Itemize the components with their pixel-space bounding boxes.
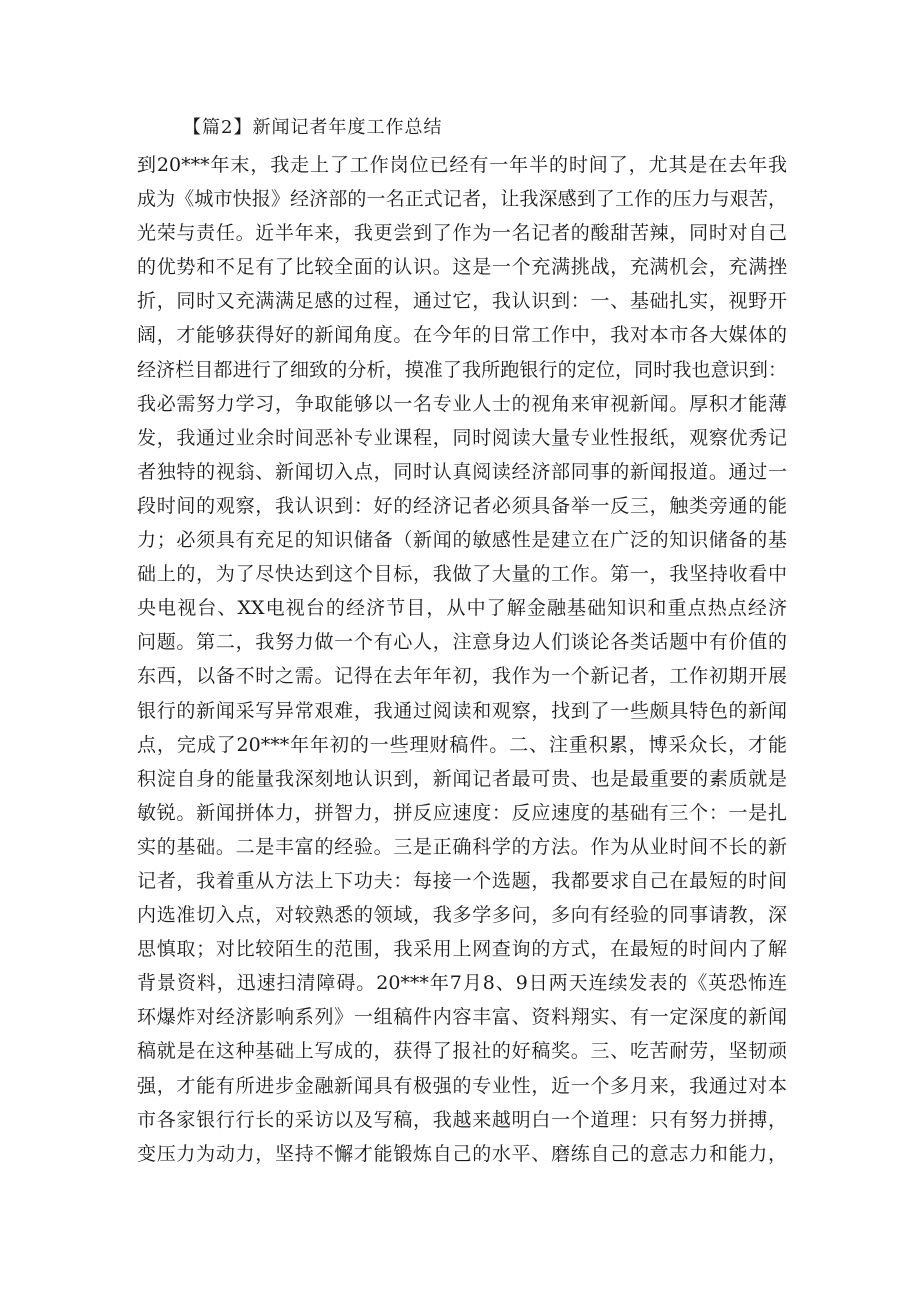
- text-line: 发，我通过业余时间恶补专业课程，同时阅读大量专业性报纸，观察优秀记: [137, 426, 787, 449]
- text-line: 变压力为动力，坚持不懈才能锻炼自己的水平、磨练自己的意志力和能力，: [137, 1142, 787, 1165]
- text-line: 者独特的视翁、新闻切入点，同时认真阅读经济部同事的新闻报道。通过一: [137, 460, 787, 483]
- text-line: 光荣与责任。近半年来，我更尝到了作为一名记者的酸甜苦辣，同时对自己: [137, 222, 787, 245]
- text-line: 到20***年末，我走上了工作岗位已经有一年半的时间了，尤其是在去年我: [137, 154, 787, 176]
- text-line: 背景资料，迅速扫清障碍。20***年7月8、9日两天连续发表的《英恐怖连: [137, 972, 787, 995]
- text-line: 记者，我着重从方法上下功夫：每接一个选题，我都要求自己在最短的时间: [137, 869, 787, 892]
- text-line: 础上的，为了尽快达到这个目标，我做了大量的工作。第一，我坚持收看中: [137, 563, 787, 586]
- text-line: 成为《城市快报》经济部的一名正式记者，让我深感到了工作的压力与艰苦，: [137, 188, 787, 211]
- text-line: 积淀自身的能量我深刻地认识到，新闻记者最可贵、也是最重要的素质就是: [137, 767, 787, 790]
- text-line: 我必需努力学习，争取能够以一名专业人士的视角来审视新闻。厚积才能薄: [137, 392, 787, 415]
- text-line: 银行的新闻采写异常艰难，我通过阅读和观察，找到了一些颇具特色的新闻: [137, 699, 787, 722]
- text-line: 东西，以备不时之需。记得在去年年初，我作为一个新记者，工作初期开展: [137, 665, 787, 688]
- text-line: 强，才能有所进步金融新闻具有极强的专业性，近一个多月来，我通过对本: [137, 1074, 787, 1097]
- section-heading: 【篇2】新闻记者年度工作总结: [183, 117, 443, 138]
- text-line: 力；必须具有充足的知识储备（新闻的敏感性是建立在广泛的知识储备的基: [137, 529, 787, 552]
- text-line: 思慎取；对比较陌生的范围，我采用上网查询的方式，在最短的时间内了解: [137, 938, 787, 961]
- text-line: 点，完成了20***年年初的一些理财稿件。二、注重积累，博采众长，才能: [137, 733, 787, 756]
- text-line: 央电视台、XX电视台的经济节目，从中了解金融基础知识和重点热点经济: [137, 597, 787, 620]
- text-line: 经济栏目都进行了细致的分析，摸准了我所跑银行的定位，同时我也意识到：: [137, 358, 787, 381]
- text-line: 敏锐。新闻拼体力，拼智力，拼反应速度：反应速度的基础有三个：一是扎: [137, 801, 787, 824]
- text-line: 稿就是在这种基础上写成的，获得了报社的好稿奖。三、吃苦耐劳，坚韧顽: [137, 1040, 787, 1063]
- text-line: 折，同时又充满满足感的过程，通过它，我认识到：一、基础扎实，视野开: [137, 290, 787, 313]
- text-line: 问题。第二，我努力做一个有心人，注意身边人们谈论各类话题中有价值的: [137, 631, 787, 654]
- body-text: [137, 148, 787, 1171]
- text-line: 内选准切入点，对较熟悉的领域，我多学多问，多向有经验的同事请教，深: [137, 904, 787, 927]
- text-line: 实的基础。二是丰富的经验。三是正确科学的方法。作为从业时间不长的新: [137, 835, 787, 858]
- text-line: 段时间的观察，我认识到：好的经济记者必须具备举一反三，触类旁通的能: [137, 494, 787, 517]
- text-line: 市各家银行行长的采访以及写稿，我越来越明白一个道理：只有努力拼搏，: [137, 1108, 787, 1131]
- text-line: 阔，才能够获得好的新闻角度。在今年的日常工作中，我对本市各大媒体的: [137, 324, 787, 347]
- text-line: 的优势和不足有了比较全面的认识。这是一个充满挑战，充满机会，充满挫: [137, 256, 787, 279]
- text-line: 环爆炸对经济影响系列》一组稿件内容丰富、资料翔实、有一定深度的新闻: [137, 1006, 787, 1029]
